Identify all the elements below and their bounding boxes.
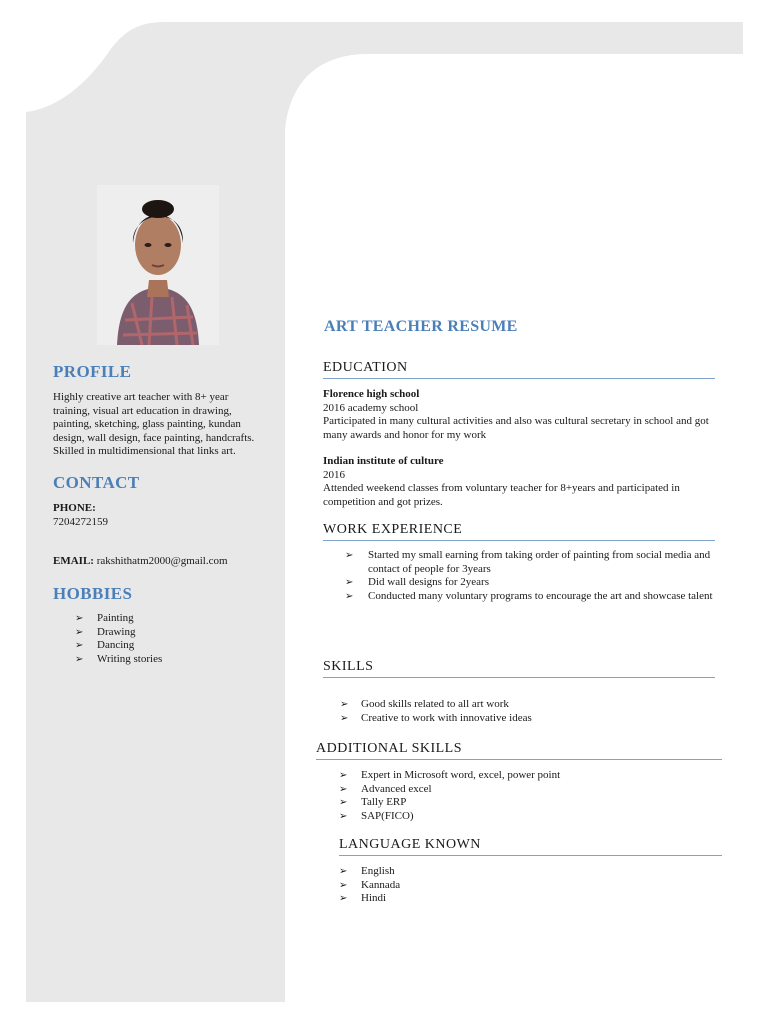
arrowhead-bullet-icon: ➢: [339, 866, 348, 877]
education-section: [323, 360, 715, 509]
languages-heading: LANGUAGE KNOWN: [339, 837, 722, 856]
additional-skills-list: [339, 769, 722, 823]
phone-value: 7204272159: [53, 515, 108, 528]
education-entry: [323, 388, 715, 442]
hobby-label: Writing stories: [97, 652, 163, 665]
additional-skill-text: SAP(FICO): [361, 809, 414, 822]
list-item: [75, 626, 268, 640]
school-name: Indian institute of culture: [323, 455, 444, 467]
languages-section: [339, 837, 722, 906]
list-item: [75, 612, 268, 626]
list-item: [345, 549, 715, 576]
list-item: [339, 879, 722, 893]
hobbies-section: [53, 584, 268, 666]
arrowhead-bullet-icon: ➢: [339, 810, 348, 822]
skills-section: [323, 659, 715, 725]
arrowhead-bullet-icon: ➢: [345, 577, 354, 588]
list-item: [75, 653, 268, 667]
arrowhead-bullet-icon: ➢: [339, 879, 348, 891]
work-item-text: Conducted many voluntary programs to encourage the art and showcase talent: [368, 589, 713, 602]
arrowhead-bullet-icon: ➢: [339, 783, 348, 795]
list-item: [339, 865, 722, 879]
contact-heading: CONTACT: [53, 473, 140, 492]
email-label: EMAIL:: [53, 555, 94, 567]
list-item: [340, 712, 715, 726]
list-item: [75, 639, 268, 653]
skill-text: Creative to work with innovative ideas: [361, 711, 532, 724]
arrowhead-bullet-icon: ➢: [75, 653, 84, 665]
education-heading: EDUCATION: [323, 360, 715, 379]
additional-skills-heading: ADDITIONAL SKILLS: [316, 741, 722, 760]
arrowhead-bullet-icon: ➢: [340, 699, 349, 710]
additional-skill-text: Advanced excel: [361, 782, 432, 795]
skills-list: [340, 698, 715, 725]
skills-heading: SKILLS: [323, 659, 715, 678]
profile-heading: PROFILE: [53, 362, 132, 381]
hobby-label: Painting: [97, 612, 134, 624]
resume-title: ART TEACHER RESUME: [324, 318, 518, 335]
profile-section: [53, 362, 268, 459]
hobbies-heading: HOBBIES: [53, 584, 133, 603]
arrowhead-bullet-icon: ➢: [339, 893, 348, 904]
language-text: Hindi: [361, 892, 387, 904]
additional-skills-section: [316, 741, 722, 823]
list-item: [340, 698, 715, 712]
school-description: Participated in many cultural activities and also was cultural secretary in school and got many awards and honor for my work: [323, 415, 709, 441]
contact-section: [53, 473, 268, 569]
list-item: [339, 783, 722, 797]
language-text: English: [361, 865, 395, 877]
hobby-label: Dancing: [97, 639, 135, 651]
arrowhead-bullet-icon: ➢: [345, 550, 354, 561]
arrowhead-bullet-icon: ➢: [340, 712, 349, 724]
arrowhead-bullet-icon: ➢: [75, 626, 84, 638]
phone-label: PHONE:: [53, 502, 96, 514]
skill-text: Good skills related to all art work: [361, 698, 509, 710]
additional-skill-text: Tally ERP: [361, 796, 407, 808]
work-experience-section: [323, 522, 715, 603]
list-item: [339, 892, 722, 906]
work-list: [345, 549, 715, 603]
hobbies-list: [75, 612, 268, 666]
hobby-label: Drawing: [97, 625, 136, 638]
education-entry: [323, 455, 715, 509]
person-photo-icon: [97, 185, 219, 345]
work-item-text: Started my small earning from taking order of painting from social media and contact of people for 3years: [368, 549, 711, 575]
school-year: 2016: [323, 468, 345, 481]
work-item-text: Did wall designs for 2years: [368, 576, 489, 588]
language-text: Kannada: [361, 878, 401, 891]
list-item: [339, 810, 722, 824]
school-name: Florence high school: [323, 388, 420, 400]
school-year: 2016 academy school: [323, 401, 419, 414]
list-item: [339, 769, 722, 783]
work-heading: WORK EXPERIENCE: [323, 522, 715, 541]
list-item: [339, 796, 722, 810]
list-item: [345, 576, 715, 590]
arrowhead-bullet-icon: ➢: [339, 770, 348, 781]
arrowhead-bullet-icon: ➢: [339, 797, 348, 808]
email-value[interactable]: rakshithatm2000@gmail.com: [96, 555, 228, 567]
email-line: [53, 555, 268, 569]
arrowhead-bullet-icon: ➢: [75, 613, 84, 624]
additional-skill-text: Expert in Microsoft word, excel, power point: [361, 769, 561, 781]
arrowhead-bullet-icon: ➢: [345, 590, 354, 602]
list-item: [345, 590, 715, 604]
arrowhead-bullet-icon: ➢: [75, 640, 84, 651]
profile-photo: [97, 185, 219, 345]
languages-list: [339, 865, 722, 906]
school-description: Attended weekend classes from voluntary teacher for 8+years and participated in competition and got prizes.: [323, 482, 680, 508]
profile-summary: Highly creative art teacher with 8+ year training, visual art education in drawing, painting, sketching, glass painting, kundan design, wall design, face painting, handcrafts. Skilled in multidimensional that links art.: [53, 391, 255, 457]
